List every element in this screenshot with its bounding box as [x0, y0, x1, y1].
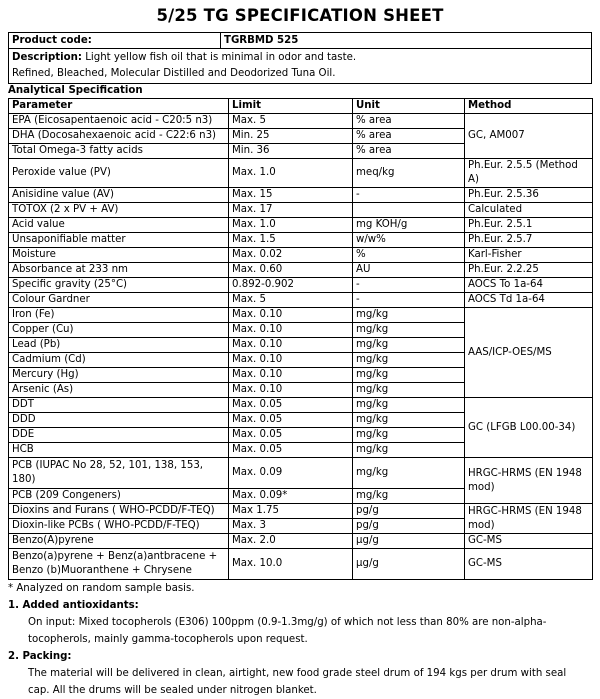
- parameter-cell: PCB (209 Congeners): [9, 489, 229, 504]
- limit-cell: Max. 0.09*: [229, 489, 353, 504]
- method-cell-metals: AAS/ICP-OES/MS: [465, 308, 593, 398]
- unit-cell: meq/kg: [353, 159, 465, 188]
- unit-cell: mg/kg: [353, 398, 465, 413]
- limit-cell: Max. 5: [229, 293, 353, 308]
- description-line-2: Refined, Bleached, Molecular Distilled and Deodorized Tuna Oil.: [12, 68, 336, 79]
- header-unit: Unit: [353, 99, 465, 114]
- limit-cell: Max. 0.10: [229, 308, 353, 323]
- method-cell: Ph.Eur. 2.5.7: [465, 233, 593, 248]
- table-row: [9, 188, 593, 203]
- method-cell: Ph.Eur. 2.2.25: [465, 263, 593, 278]
- unit-cell: % area: [353, 114, 465, 129]
- antioxidants-line-2: tocopherols, mainly gamma-tocopherols upon request.: [28, 634, 308, 645]
- table-row: [9, 308, 593, 323]
- unit-cell: µg/g: [353, 534, 465, 549]
- parameter-cell: DDT: [9, 398, 229, 413]
- parameter-cell: DHA (Docosahexaenoic acid - C22:6 n3): [9, 129, 229, 144]
- unit-cell: AU: [353, 263, 465, 278]
- method-cell-pesticides: GC (LFGB L00.00-34): [465, 398, 593, 458]
- table-row: [9, 218, 593, 233]
- packing-text: [8, 665, 592, 699]
- limit-cell: Max. 3: [229, 519, 353, 534]
- table-row: [9, 398, 593, 413]
- product-code-value: TGRBMD 525: [221, 33, 592, 49]
- method-cell: AOCS Td 1a-64: [465, 293, 593, 308]
- limit-cell: Max. 17: [229, 203, 353, 218]
- product-code-label: Product code:: [9, 33, 221, 49]
- method-cell-dioxins: HRGC-HRMS (EN 1948 mod): [465, 504, 593, 534]
- parameter-cell: Arsenic (As): [9, 383, 229, 398]
- limit-cell: Max. 1.0: [229, 159, 353, 188]
- parameter-cell: PCB (IUPAC No 28, 52, 101, 138, 153, 180): [9, 458, 229, 489]
- unit-cell: mg/kg: [353, 338, 465, 353]
- unit-cell: mg KOH/g: [353, 218, 465, 233]
- parameter-cell: Total Omega-3 fatty acids: [9, 144, 229, 159]
- limit-cell: Min. 25: [229, 129, 353, 144]
- limit-cell: Max. 0.10: [229, 368, 353, 383]
- table-row: [9, 248, 593, 263]
- parameter-cell: Dioxin-like PCBs ( WHO-PCDD/F-TEQ): [9, 519, 229, 534]
- product-code-row: [8, 32, 592, 49]
- analytical-spec-heading: Analytical Specification: [8, 85, 143, 96]
- method-cell: GC-MS: [465, 549, 593, 580]
- unit-cell: mg/kg: [353, 458, 465, 489]
- parameter-cell: Copper (Cu): [9, 323, 229, 338]
- limit-cell: Max. 0.10: [229, 353, 353, 368]
- description-line-1: Light yellow fish oil that is minimal in odor and taste.: [85, 52, 357, 63]
- unit-cell: % area: [353, 144, 465, 159]
- parameter-cell: Moisture: [9, 248, 229, 263]
- limit-cell: Max. 2.0: [229, 534, 353, 549]
- limit-cell: Max. 1.0: [229, 218, 353, 233]
- unit-cell: -: [353, 188, 465, 203]
- unit-cell: mg/kg: [353, 489, 465, 504]
- method-cell: Calculated: [465, 203, 593, 218]
- method-cell: Karl-Fisher: [465, 248, 593, 263]
- limit-cell: Min. 36: [229, 144, 353, 159]
- unit-cell: mg/kg: [353, 353, 465, 368]
- table-row: [9, 203, 593, 218]
- antioxidants-heading: 1. Added antioxidants:: [8, 600, 139, 611]
- table-row: [9, 263, 593, 278]
- limit-cell: Max. 0.05: [229, 413, 353, 428]
- table-row: [9, 458, 593, 489]
- unit-cell: mg/kg: [353, 443, 465, 458]
- limit-cell: Max. 0.05: [229, 398, 353, 413]
- packing-heading: 2. Packing:: [8, 651, 72, 662]
- unit-cell: pg/g: [353, 519, 465, 534]
- spec-table: [8, 98, 593, 580]
- unit-cell: µg/g: [353, 549, 465, 580]
- table-row: [9, 549, 593, 580]
- unit-cell: mg/kg: [353, 413, 465, 428]
- limit-cell: Max. 0.05: [229, 428, 353, 443]
- parameter-cell: DDD: [9, 413, 229, 428]
- parameter-cell: Unsaponifiable matter: [9, 233, 229, 248]
- parameter-cell: HCB: [9, 443, 229, 458]
- parameter-cell: Lead (Pb): [9, 338, 229, 353]
- parameter-cell: Peroxide value (PV): [9, 159, 229, 188]
- parameter-cell: Acid value: [9, 218, 229, 233]
- description-box: [8, 49, 592, 84]
- limit-cell: Max. 0.10: [229, 338, 353, 353]
- table-row: [9, 293, 593, 308]
- limit-cell: Max. 0.09: [229, 458, 353, 489]
- limit-cell: Max. 0.10: [229, 323, 353, 338]
- method-cell-pcb: HRGC-HRMS (EN 1948 mod): [465, 458, 593, 504]
- parameter-cell: Mercury (Hg): [9, 368, 229, 383]
- unit-cell: [353, 203, 465, 218]
- parameter-cell: Anisidine value (AV): [9, 188, 229, 203]
- footnote: * Analyzed on random sample basis.: [8, 583, 195, 594]
- packing-line-2: cap. All the drums will be sealed under nitrogen blanket.: [28, 685, 317, 696]
- parameter-cell: Benzo(a)pyrene + Benz(a)antbracene + Benzo (b)Muoranthene + Chrysene: [9, 549, 229, 580]
- method-cell-omega: GC, AM007: [465, 114, 593, 159]
- unit-cell: % area: [353, 129, 465, 144]
- parameter-cell: TOTOX (2 x PV + AV): [9, 203, 229, 218]
- method-cell: Ph.Eur. 2.5.36: [465, 188, 593, 203]
- table-row: [9, 233, 593, 248]
- parameter-cell: Colour Gardner: [9, 293, 229, 308]
- table-row: [9, 504, 593, 519]
- parameter-cell: Dioxins and Furans ( WHO-PCDD/F-TEQ): [9, 504, 229, 519]
- method-cell: AOCS To 1a-64: [465, 278, 593, 293]
- limit-cell: Max. 0.02: [229, 248, 353, 263]
- header-parameter: Parameter: [9, 99, 229, 114]
- header-limit: Limit: [229, 99, 353, 114]
- parameter-cell: DDE: [9, 428, 229, 443]
- limit-cell: Max. 15: [229, 188, 353, 203]
- parameter-cell: Benzo(A)pyrene: [9, 534, 229, 549]
- antioxidants-line-1: On input: Mixed tocopherols (E306) 100ppm (0.9-1.3mg/g) of which not less than 80% are non-alpha-: [28, 617, 547, 628]
- parameter-cell: Absorbance at 233 nm: [9, 263, 229, 278]
- limit-cell: Max. 0.05: [229, 443, 353, 458]
- limit-cell: 0.892-0.902: [229, 278, 353, 293]
- limit-cell: Max. 0.60: [229, 263, 353, 278]
- limit-cell: Max. 10.0: [229, 549, 353, 580]
- spec-header-row: [9, 99, 593, 114]
- table-row: [9, 278, 593, 293]
- spec-sheet: [8, 0, 592, 699]
- limit-cell: Max. 0.10: [229, 383, 353, 398]
- unit-cell: w/w%: [353, 233, 465, 248]
- table-row: [9, 114, 593, 129]
- parameter-cell: EPA (Eicosapentaenoic acid - C20:5 n3): [9, 114, 229, 129]
- unit-cell: mg/kg: [353, 428, 465, 443]
- unit-cell: pg/g: [353, 504, 465, 519]
- description-label: Description:: [12, 52, 82, 63]
- unit-cell: -: [353, 278, 465, 293]
- limit-cell: Max. 5: [229, 114, 353, 129]
- page-title: 5/25 TG SPECIFICATION SHEET: [156, 6, 444, 25]
- method-cell: GC-MS: [465, 534, 593, 549]
- table-row: [9, 159, 593, 188]
- parameter-cell: Specific gravity (25°C): [9, 278, 229, 293]
- method-cell: Ph.Eur. 2.5.5 (Method A): [465, 159, 593, 188]
- unit-cell: %: [353, 248, 465, 263]
- method-cell: Ph.Eur. 2.5.1: [465, 218, 593, 233]
- unit-cell: mg/kg: [353, 368, 465, 383]
- unit-cell: mg/kg: [353, 308, 465, 323]
- unit-cell: mg/kg: [353, 323, 465, 338]
- unit-cell: -: [353, 293, 465, 308]
- packing-line-1: The material will be delivered in clean, airtight, new food grade steel drum of 194 kgs per drum with seal: [28, 668, 567, 679]
- limit-cell: Max 1.75: [229, 504, 353, 519]
- parameter-cell: Cadmium (Cd): [9, 353, 229, 368]
- unit-cell: mg/kg: [353, 383, 465, 398]
- parameter-cell: Iron (Fe): [9, 308, 229, 323]
- antioxidants-text: [8, 614, 592, 648]
- limit-cell: Max. 1.5: [229, 233, 353, 248]
- table-row: [9, 534, 593, 549]
- header-method: Method: [465, 99, 593, 114]
